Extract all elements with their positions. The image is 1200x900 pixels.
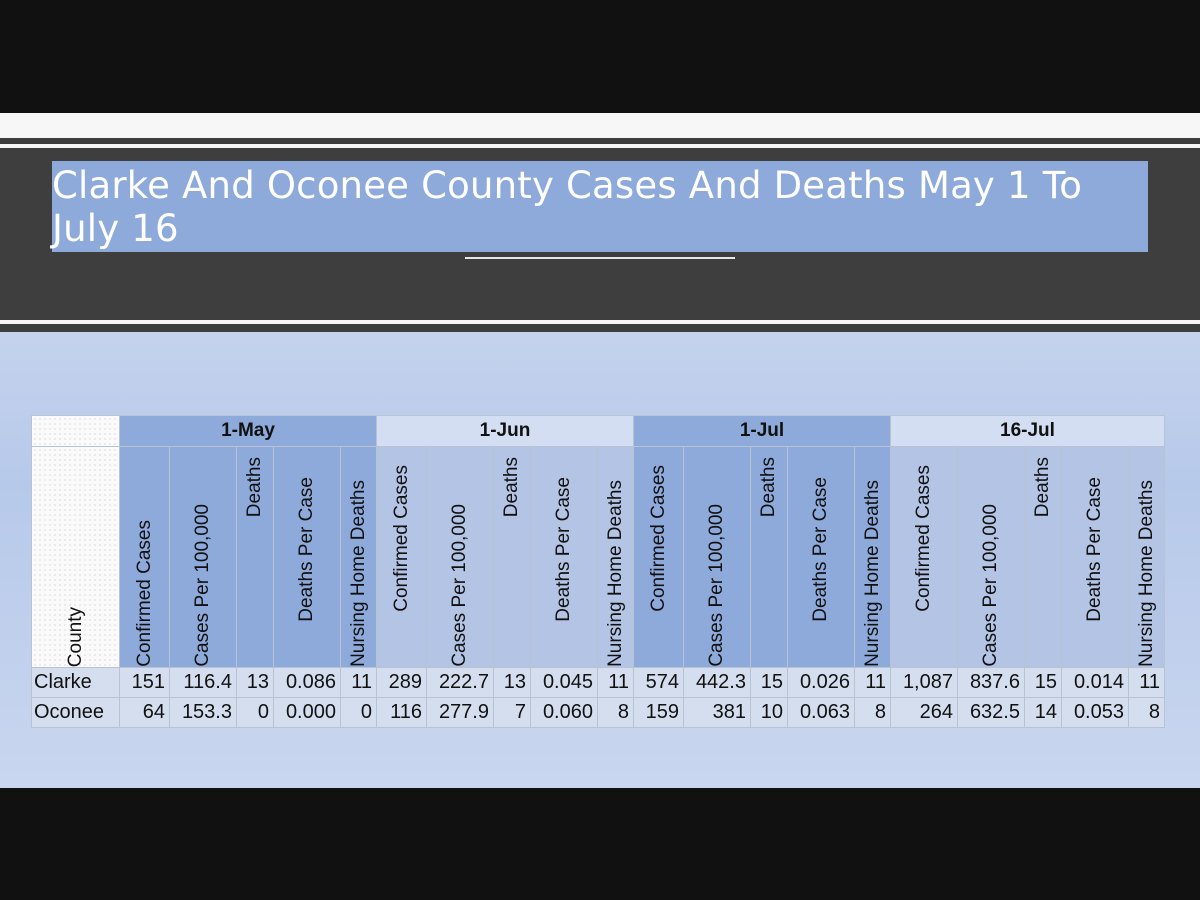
column-header: Deaths Per Case	[531, 447, 598, 668]
table-cell: 632.5	[958, 698, 1025, 728]
table-cell: 0.014	[1062, 668, 1129, 698]
column-header: Confirmed Cases	[634, 447, 684, 668]
column-header: Nursing Home Deaths	[598, 447, 634, 668]
table-cell: 7	[494, 698, 531, 728]
column-header: Deaths Per Case	[788, 447, 855, 668]
table-cell: 13	[237, 668, 274, 698]
table-cell: 11	[1129, 668, 1165, 698]
group-header: 16-Jul	[891, 416, 1165, 447]
table-cell: 116.4	[170, 668, 237, 698]
group-header: 1-May	[120, 416, 377, 447]
column-header: Nursing Home Deaths	[341, 447, 377, 668]
table-cell: 0.000	[274, 698, 341, 728]
column-header: Deaths	[237, 447, 274, 668]
column-header: Confirmed Cases	[891, 447, 958, 668]
group-header: 1-Jun	[377, 416, 634, 447]
table-cell: 0.045	[531, 668, 598, 698]
table-cell: 0.063	[788, 698, 855, 728]
table-cell: 264	[891, 698, 958, 728]
group-header-row	[32, 416, 1165, 447]
table-cell: 14	[1025, 698, 1062, 728]
column-header: Nursing Home Deaths	[855, 447, 891, 668]
table-cell: 1,087	[891, 668, 958, 698]
table-cell: 13	[494, 668, 531, 698]
column-header: Deaths	[494, 447, 531, 668]
county-name: Clarke	[32, 668, 120, 698]
column-header: Deaths	[751, 447, 788, 668]
table-cell: 15	[1025, 668, 1062, 698]
slide	[0, 113, 1200, 788]
table-cell: 289	[377, 668, 427, 698]
title-underline	[465, 257, 735, 259]
table-cell: 64	[120, 698, 170, 728]
column-header: Confirmed Cases	[120, 447, 170, 668]
table-cell: 153.3	[170, 698, 237, 728]
table-cell: 0.086	[274, 668, 341, 698]
table-row	[32, 698, 1165, 728]
table-cell: 11	[855, 668, 891, 698]
county-header: County	[32, 447, 120, 668]
table-cell: 0	[341, 698, 377, 728]
table-cell: 8	[598, 698, 634, 728]
column-header: Deaths Per Case	[274, 447, 341, 668]
table-cell: 0.053	[1062, 698, 1129, 728]
table-cell: 8	[1129, 698, 1165, 728]
table-cell: 222.7	[427, 668, 494, 698]
table-cell: 11	[341, 668, 377, 698]
table-cell: 0.060	[531, 698, 598, 728]
table-cell: 8	[855, 698, 891, 728]
slide-title: Clarke And Oconee County Cases And Deaths May 1 To July 16	[52, 163, 1083, 250]
table-cell: 11	[598, 668, 634, 698]
table-cell: 159	[634, 698, 684, 728]
table-cell: 0.026	[788, 668, 855, 698]
table-cell: 10	[751, 698, 788, 728]
column-header: Deaths	[1025, 447, 1062, 668]
group-header: 1-Jul	[634, 416, 891, 447]
column-header: Cases Per 100,000	[170, 447, 237, 668]
column-header: Confirmed Cases	[377, 447, 427, 668]
corner-cell	[32, 416, 120, 447]
column-header: Deaths Per Case	[1062, 447, 1129, 668]
column-header-row	[32, 447, 1165, 668]
table-cell: 151	[120, 668, 170, 698]
column-header: Nursing Home Deaths	[1129, 447, 1165, 668]
table-cell: 15	[751, 668, 788, 698]
column-header: Cases Per 100,000	[684, 447, 751, 668]
table-cell: 837.6	[958, 668, 1025, 698]
table-row	[32, 668, 1165, 698]
table-cell: 381	[684, 698, 751, 728]
cases-table	[31, 415, 1165, 728]
table-cell: 0	[237, 698, 274, 728]
table-cell: 574	[634, 668, 684, 698]
table-cell: 277.9	[427, 698, 494, 728]
table-cell: 116	[377, 698, 427, 728]
column-header: Cases Per 100,000	[427, 447, 494, 668]
title-box	[52, 161, 1148, 252]
county-name: Oconee	[32, 698, 120, 728]
table-cell: 442.3	[684, 668, 751, 698]
column-header: Cases Per 100,000	[958, 447, 1025, 668]
